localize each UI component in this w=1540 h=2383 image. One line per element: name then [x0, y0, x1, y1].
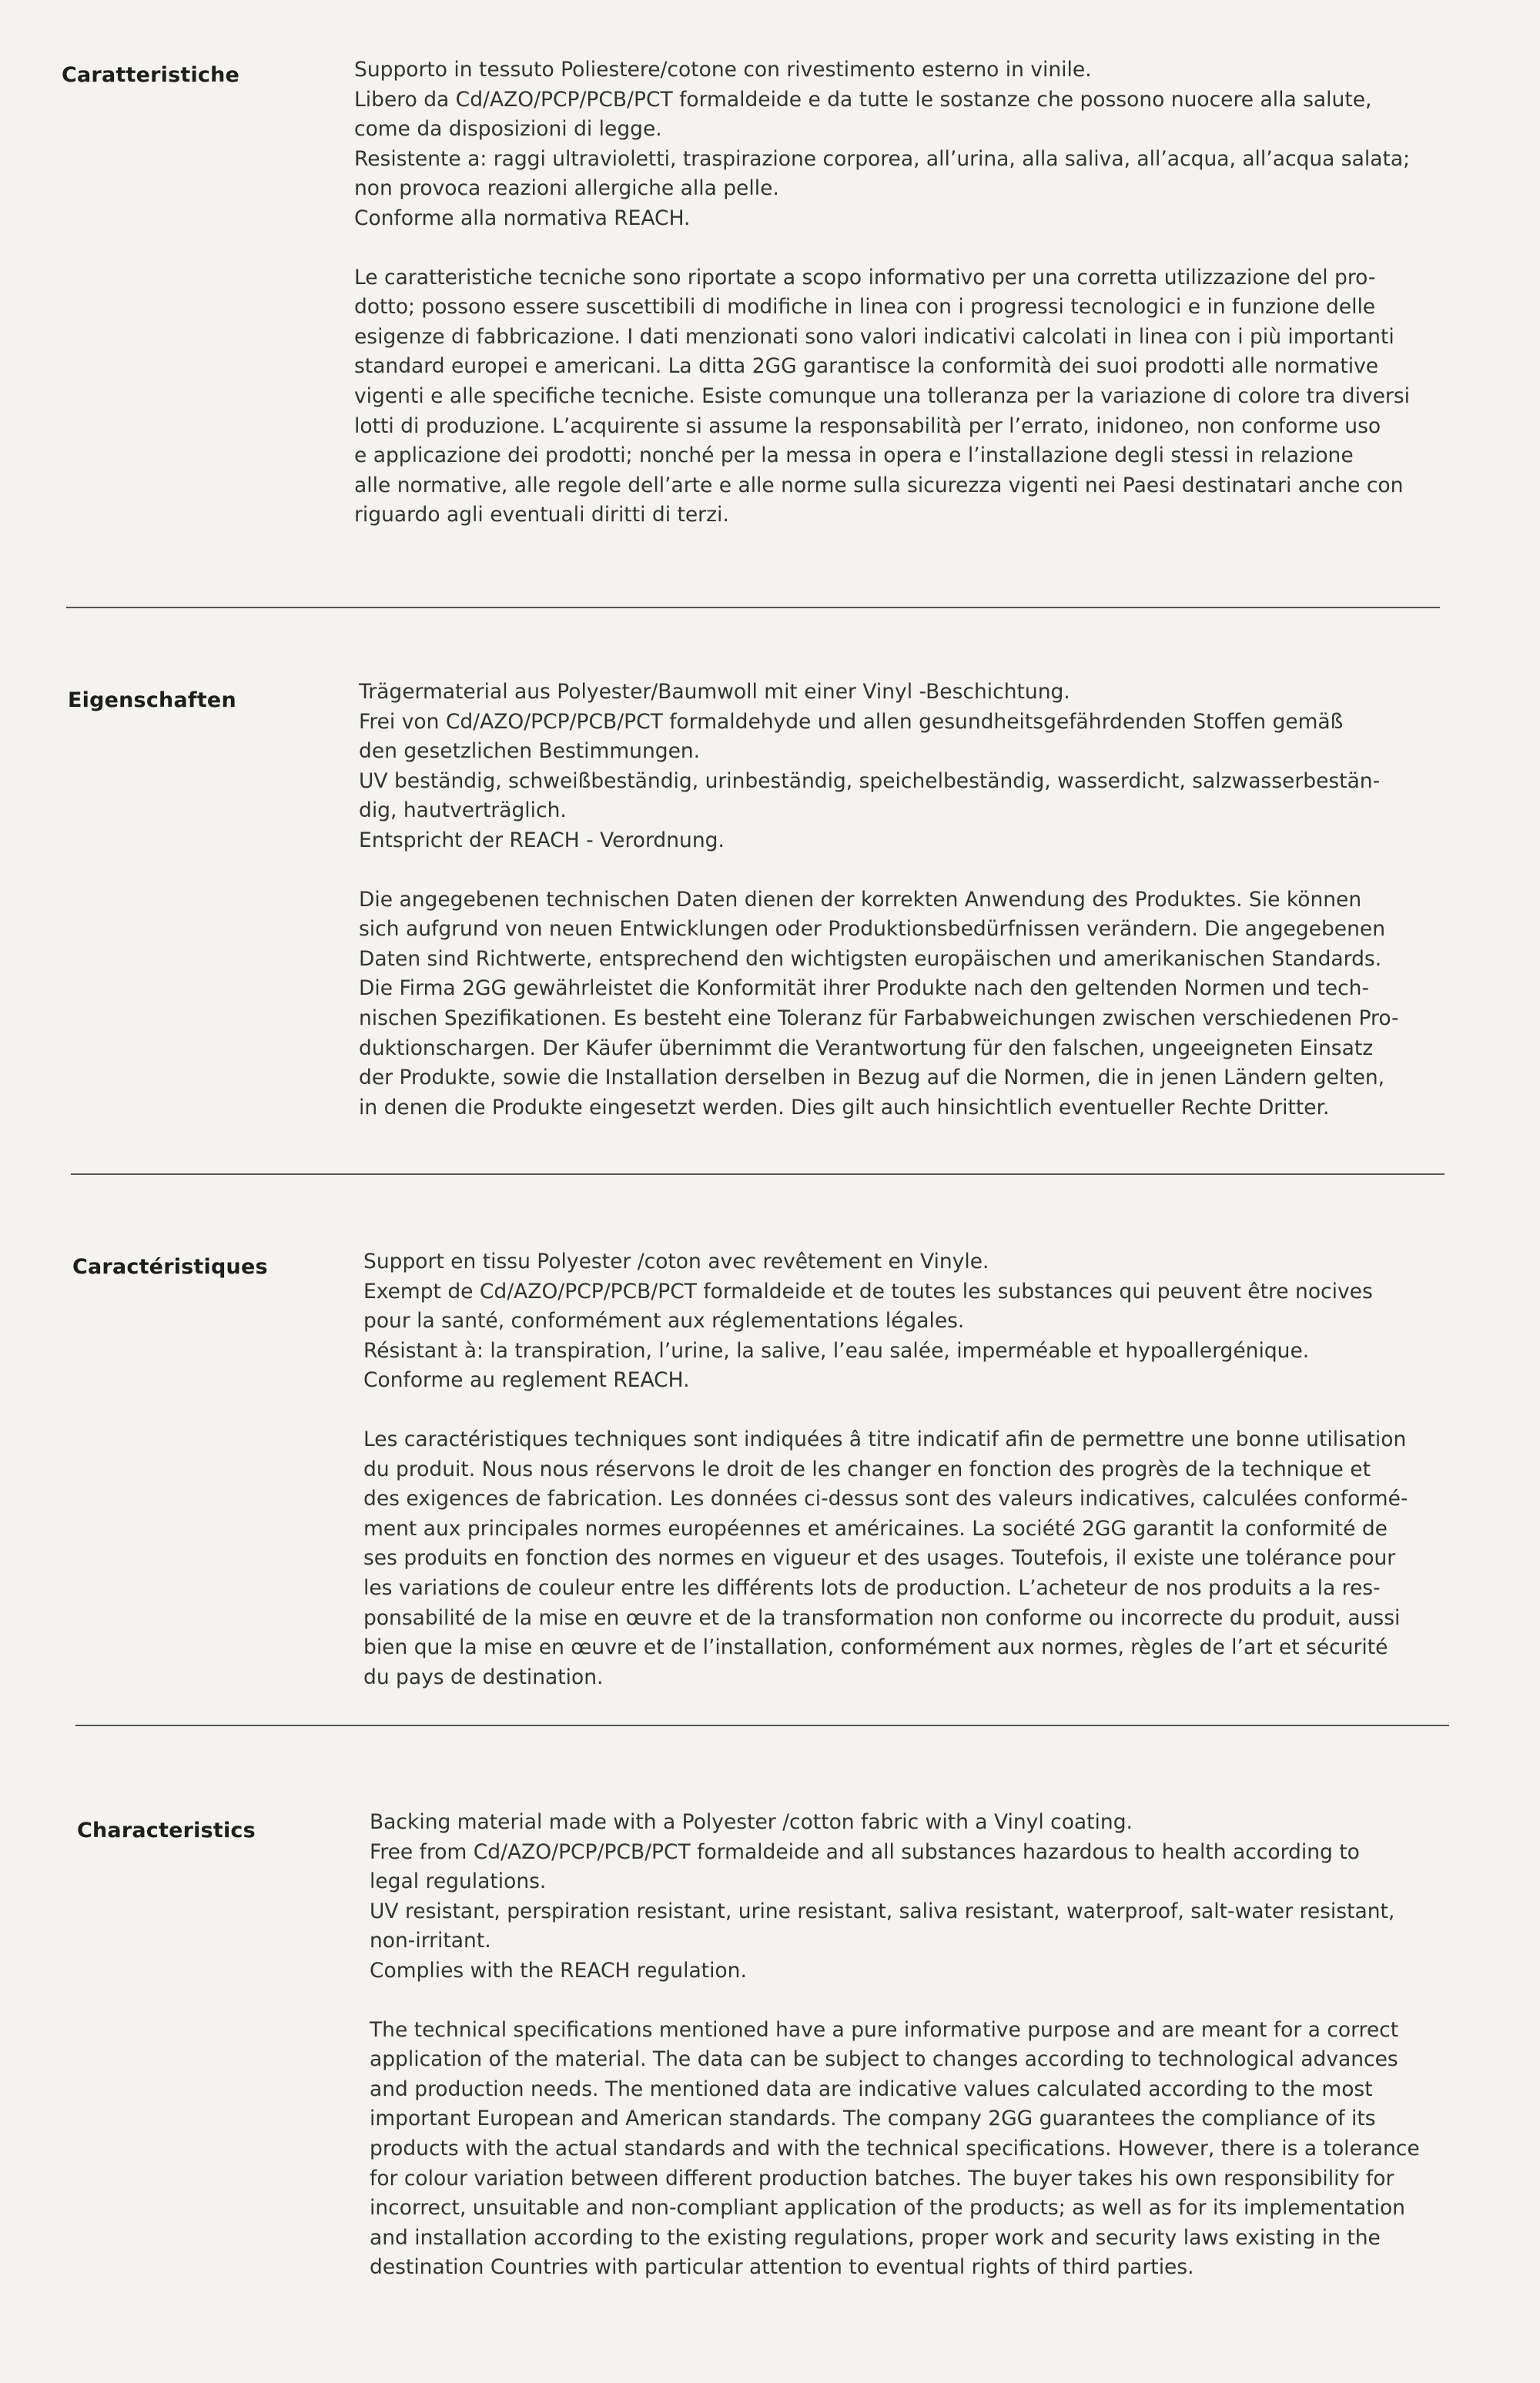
text-line: der Produkte, sowie die Installation derselben in Bezug auf die Normen, die in jenen Ländern gelten,	[359, 1066, 1385, 1090]
text-line: in denen die Produkte eingesetzt werden. Dies gilt auch hinsichtlich eventueller Rechte Dritter.	[359, 1095, 1330, 1120]
text-line: Resistente a: raggi ultravioletti, traspirazione corporea, all’urina, alla saliva, all’acqua, all’acqua salata;	[354, 146, 1410, 171]
text-line: Le caratteristiche tecniche sono riportate a scopo informativo per una corretta utilizzazione del pro-	[354, 265, 1376, 290]
text-line: pour la santé, conformément aux réglementations légales.	[363, 1309, 965, 1334]
text-line: Les caractéristiques techniques sont indiquées â titre indicatif afin de permettre une bonne utilisation	[363, 1427, 1407, 1451]
section-heading-german: Eigenschaften	[68, 688, 236, 712]
text-line: UV resistant, perspiration resistant, urine resistant, saliva resistant, waterproof, salt-water resistant,	[370, 1899, 1395, 1923]
section-divider	[75, 1725, 1449, 1726]
text-line: legal regulations.	[370, 1869, 547, 1894]
text-line: den gesetzlichen Bestimmungen.	[359, 739, 701, 764]
text-line: UV beständig, schweißbeständig, urinbeständig, speichelbeständig, wasserdicht, salzwasserbestän-	[359, 768, 1381, 793]
text-line: nischen Spezifikationen. Es besteht eine Toleranz für Farbabweichungen zwischen verschiedenen Pro-	[359, 1006, 1399, 1030]
text-line: Entspricht der REACH - Verordnung.	[359, 828, 725, 852]
text-line: Frei von Cd/AZO/PCP/PCB/PCT formaldehyde und allen gesundheitsgefährdenden Stoffen gemäß	[359, 709, 1344, 734]
text-line: les variations de couleur entre les différents lots de production. L’acheteur de nos produits a la res-	[363, 1575, 1381, 1600]
text-line: non provoca reazioni allergiche alla pelle.	[354, 176, 779, 201]
text-line: sich aufgrund von neuen Entwicklungen oder Produktionsbedürfnissen verändern. Die angegebenen	[359, 917, 1385, 942]
text-line: Free from Cd/AZO/PCP/PCB/PCT formaldeide and all substances hazardous to health according to	[370, 1839, 1360, 1864]
text-line: Daten sind Richtwerte, entsprechend den wichtigsten europäischen und amerikanischen Standards.	[359, 946, 1382, 971]
text-line: des exigences de fabrication. Les données ci-dessus sont des valeurs indicatives, calculées conformé-	[363, 1487, 1408, 1511]
section-body-italian	[354, 55, 1463, 530]
text-line: alle normative, alle regole dell’arte e alle norme sulla sicurezza vigenti nei Paesi destinatari anche con	[354, 473, 1404, 497]
text-line: lotti di produzione. L’acquirente si assume la responsabilità per l’errato, inidoneo, non conforme uso	[354, 413, 1381, 438]
text-line: Conforme alla normativa REACH.	[354, 206, 691, 230]
text-line: Supporto in tessuto Poliestere/cotone con rivestimento esterno in vinile.	[354, 58, 1092, 82]
section-body-french	[363, 1247, 1472, 1692]
text-line: Die Firma 2GG gewährleistet die Konformität ihrer Produkte nach den geltenden Normen und tech-	[359, 976, 1370, 1001]
text-line: and production needs. The mentioned data are indicative values calculated according to the most	[370, 2077, 1373, 2101]
text-line: dotto; possono essere suscettibili di modifiche in linea con i progressi tecnologici e in funzione delle	[354, 295, 1376, 320]
text-line: du pays de destination.	[363, 1665, 604, 1689]
text-line: Exempt de Cd/AZO/PCP/PCB/PCT formaldeide et de toutes les substances qui peuvent être nocives	[363, 1279, 1373, 1304]
text-line: duktionschargen. Der Käufer übernimmt die Verantwortung für den falschen, ungeeigneten Einsatz	[359, 1036, 1374, 1060]
text-line: Complies with the REACH regulation.	[370, 1958, 747, 1983]
text-line: products with the actual standards and with the technical specifications. However, there is a tolerance	[370, 2136, 1420, 2160]
section-body-english	[370, 1808, 1478, 2283]
section-heading-english: Characteristics	[77, 1819, 256, 1842]
text-line: Support en tissu Polyester /coton avec revêtement en Vinyle.	[363, 1250, 989, 1273]
text-line: bien que la mise en œuvre et de l’installation, conformément aux normes, règles de l’art et sécurité	[363, 1635, 1388, 1660]
text-line: Trägermaterial aus Polyester/Baumwoll mit einer Vinyl -Beschichtung.	[359, 680, 1070, 704]
text-line: Conforme au reglement REACH.	[363, 1368, 690, 1393]
section-body-german	[359, 678, 1468, 1123]
text-line: riguardo agli eventuali diritti di terzi.	[354, 503, 729, 527]
text-line: destination Countries with particular attention to eventual rights of third parties.	[370, 2255, 1194, 2280]
text-line: ses produits en fonction des normes en vigueur et des usages. Toutefois, il existe une tolérance pour	[363, 1546, 1396, 1571]
text-line: dig, hautverträglich.	[359, 798, 567, 823]
text-line: Libero da Cd/AZO/PCP/PCB/PCT formaldeide e da tutte le sostanze che possono nuocere alla salute,	[354, 87, 1372, 112]
text-line: incorrect, unsuitable and non-compliant application of the products; as well as for its implementation	[370, 2196, 1405, 2221]
text-line: important European and American standards. The company 2GG guarantees the compliance of its	[370, 2107, 1376, 2131]
text-line: e applicazione dei prodotti; nonché per la messa in opera e l’installazione degli stessi in relazione	[354, 443, 1354, 468]
section-heading-italian: Caratteristiche	[62, 63, 240, 87]
text-line: ponsabilité de la mise en œuvre et de la transformation non conforme ou incorrecte du produit, aussi	[363, 1605, 1401, 1630]
text-line: Die angegebenen technischen Daten dienen der korrekten Anwendung des Produktes. Sie können	[359, 887, 1362, 912]
text-line: The technical specifications mentioned have a pure informative purpose and are meant for a correct	[370, 2017, 1399, 2042]
section-divider	[66, 607, 1440, 608]
text-line: come da disposizioni di legge.	[354, 117, 662, 142]
text-line: ment aux principales normes européennes et américaines. La société 2GG garantit la conformité de	[363, 1516, 1388, 1541]
text-line: vigenti e alle specifiche tecniche. Esiste comunque una tolleranza per la variazione di colore tra diversi	[354, 383, 1410, 408]
text-line: standard europei e americani. La ditta 2GG garantisce la conformità dei suoi prodotti alle normative	[354, 354, 1379, 379]
text-line: Résistant à: la transpiration, l’urine, la salive, l’eau salée, imperméable et hypoallergénique.	[363, 1338, 1310, 1363]
section-divider	[71, 1173, 1445, 1175]
section-heading-french: Caractéristiques	[72, 1255, 268, 1279]
text-line: non-irritant.	[370, 1929, 491, 1953]
text-line: for colour variation between different production batches. The buyer takes his own responsibility for	[370, 2166, 1394, 2191]
text-line: and installation according to the existing regulations, proper work and security laws existing in the	[370, 2225, 1381, 2250]
text-line: Backing material made with a Polyester /cotton fabric with a Vinyl coating.	[370, 1810, 1133, 1834]
text-line: esigenze di fabbricazione. I dati menzionati sono valori indicativi calcolati in linea con i più importanti	[354, 324, 1394, 349]
text-line: application of the material. The data can be subject to changes according to technological advances	[370, 2047, 1398, 2072]
text-line: du produit. Nous nous réservons le droit de les changer en fonction des progrès de la technique et	[363, 1457, 1371, 1481]
